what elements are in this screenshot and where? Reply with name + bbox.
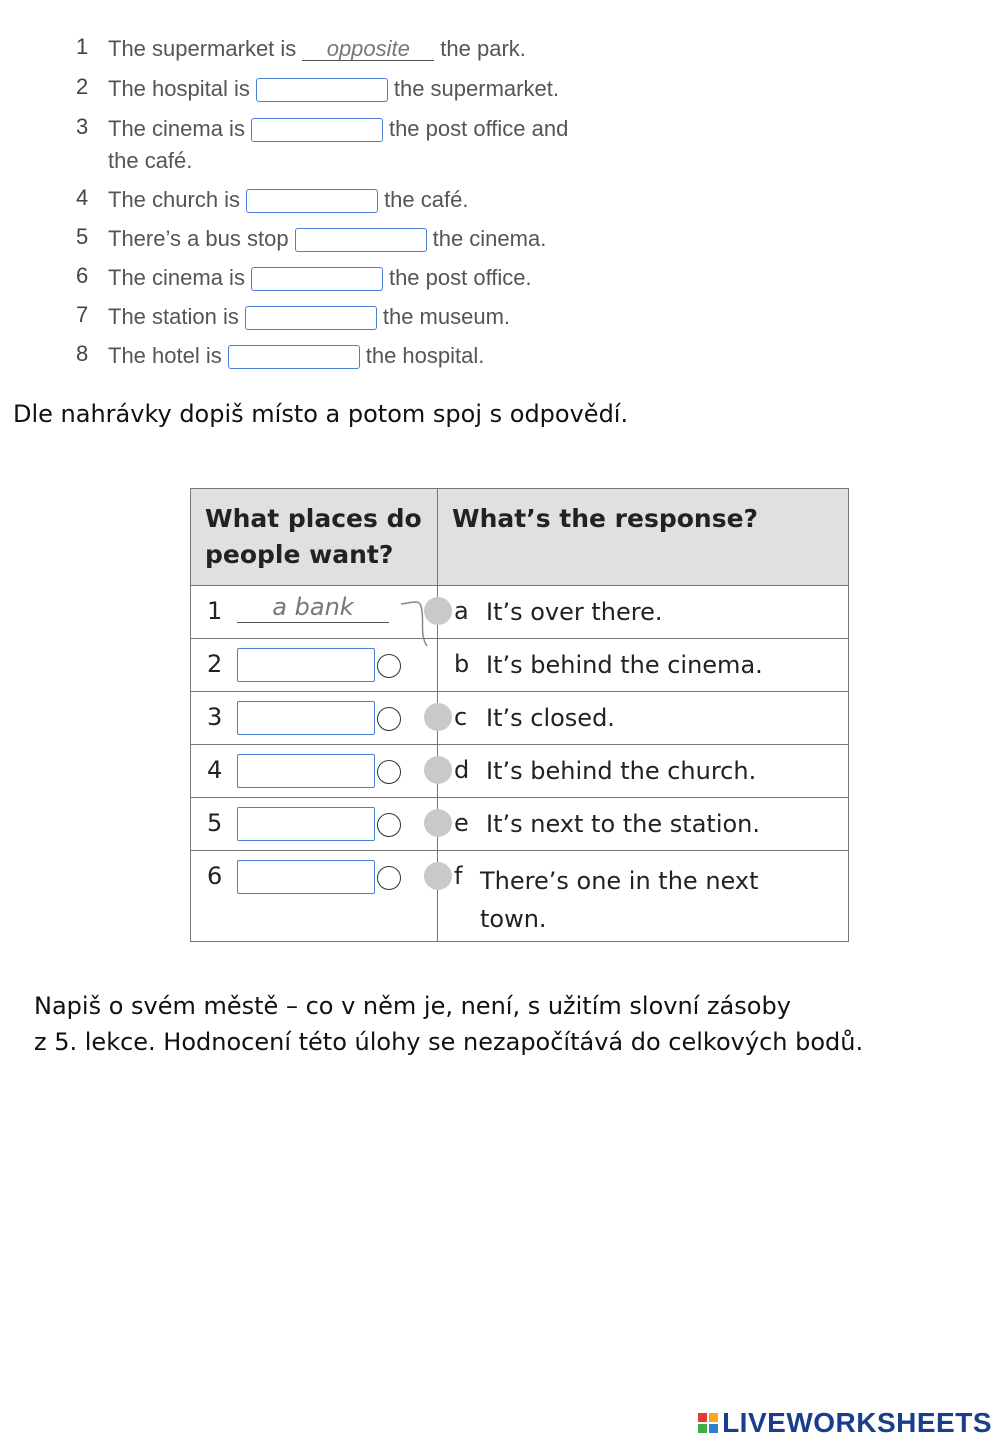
exercise-item — [108, 302, 510, 332]
table-row — [191, 639, 849, 692]
row-number: 5 — [207, 809, 223, 837]
logo-text: LIVEWORKSHEETS — [722, 1407, 992, 1438]
response-text: It’s over there. — [486, 598, 663, 626]
response-cell — [438, 639, 849, 692]
place-cell — [191, 586, 438, 639]
match-handle[interactable] — [377, 760, 401, 784]
item-text-after: the supermarket. — [393, 76, 559, 101]
instruction-writing-line2: z 5. lekce. Hodnocení této úlohy se nezapočítává do celkových bodů. — [34, 1028, 864, 1056]
item-number: 5 — [76, 224, 89, 249]
item-text-before: The hospital is — [108, 76, 250, 101]
exercise-item — [108, 224, 546, 254]
liveworksheets-logo — [698, 1407, 992, 1439]
answer-input[interactable] — [245, 306, 377, 330]
response-text: It’s next to the station. — [486, 810, 761, 838]
item-text-before: The church is — [108, 187, 241, 212]
table-row — [191, 798, 849, 851]
item-number: 8 — [76, 341, 89, 366]
item-text-after: the hospital. — [365, 343, 485, 368]
exercise-item — [108, 114, 568, 144]
response-letter: a — [454, 597, 469, 625]
row-number: 1 — [207, 597, 223, 625]
response-letter: e — [454, 809, 469, 837]
item-text-after: the museum. — [382, 304, 511, 329]
item-text-before: The hotel is — [108, 343, 222, 368]
item-text-after: the post office. — [388, 265, 532, 290]
match-dot[interactable] — [424, 809, 452, 837]
response-text-line1: There’s one in the next — [480, 867, 759, 895]
match-dot[interactable] — [424, 703, 452, 731]
place-input[interactable] — [237, 648, 375, 682]
response-cell — [438, 745, 849, 798]
response-text: It’s behind the cinema. — [486, 651, 763, 679]
response-text: It’s behind the church. — [486, 757, 757, 785]
response-cell — [438, 798, 849, 851]
instruction-writing-line1: Napiš o svém městě – co v něm je, není, s užitím slovní zásoby — [34, 992, 791, 1020]
place-input[interactable] — [237, 860, 375, 894]
item-text-after: the cinema. — [432, 226, 547, 251]
place-cell — [191, 851, 438, 942]
response-letter: d — [454, 756, 470, 784]
table-row — [191, 586, 849, 639]
item-text-before: The supermarket is — [108, 36, 297, 61]
place-cell — [191, 692, 438, 745]
match-handle[interactable] — [377, 654, 401, 678]
row-number: 4 — [207, 756, 223, 784]
response-letter: c — [454, 703, 468, 731]
answer-input[interactable] — [295, 228, 427, 252]
item-number: 6 — [76, 263, 89, 288]
item-number: 4 — [76, 185, 89, 210]
exercise-item — [108, 341, 484, 371]
table-row — [191, 692, 849, 745]
exercise-item — [108, 34, 526, 64]
item-text-before: There’s a bus stop — [108, 226, 289, 251]
response-text: It’s closed. — [486, 704, 615, 732]
response-letter: f — [454, 862, 463, 890]
response-text — [480, 862, 758, 938]
item-text-after: the post office and — [388, 116, 569, 141]
row-number: 2 — [207, 650, 223, 678]
match-dot[interactable] — [424, 756, 452, 784]
exercise-item — [108, 74, 559, 104]
item-text-after: the café. — [384, 187, 469, 212]
response-letter: b — [454, 650, 470, 678]
match-handle[interactable] — [377, 866, 401, 890]
matching-table — [190, 488, 849, 942]
instruction-writing — [34, 988, 863, 1060]
table-header-row — [191, 489, 849, 586]
instruction-listening: Dle nahrávky dopiš místo a potom spoj s odpovědí. — [13, 400, 629, 428]
place-cell — [191, 639, 438, 692]
place-cell — [191, 798, 438, 851]
exercise-item — [108, 263, 532, 293]
match-dot[interactable] — [424, 862, 452, 890]
place-input[interactable] — [237, 754, 375, 788]
header-response: What’s the response? — [438, 489, 849, 586]
item-number: 2 — [76, 74, 89, 99]
answer-input[interactable] — [251, 267, 383, 291]
place-cell — [191, 745, 438, 798]
row-number: 3 — [207, 703, 223, 731]
table-row — [191, 851, 849, 942]
answer-input[interactable] — [256, 78, 388, 102]
item-number: 7 — [76, 302, 89, 327]
answer-input[interactable] — [228, 345, 360, 369]
item-text-continued: the café. — [108, 148, 193, 173]
match-dot[interactable] — [424, 597, 452, 625]
header-places: What places do people want? — [191, 489, 438, 586]
match-handle[interactable] — [377, 707, 401, 731]
response-cell — [438, 586, 849, 639]
item-text-before: The station is — [108, 304, 239, 329]
place-input[interactable] — [237, 701, 375, 735]
example-answer: a bank — [237, 592, 389, 623]
row-number: 6 — [207, 862, 223, 890]
item-text-after: the park. — [440, 36, 526, 61]
logo-grid-icon — [698, 1413, 718, 1433]
response-cell — [438, 692, 849, 745]
item-number: 1 — [76, 34, 89, 59]
response-text-line2: town. — [480, 905, 547, 933]
table-row — [191, 745, 849, 798]
example-answer: opposite — [302, 38, 434, 61]
item-number: 3 — [76, 114, 89, 139]
response-cell — [438, 851, 849, 942]
answer-input[interactable] — [246, 189, 378, 213]
exercise-item — [108, 185, 468, 215]
place-input[interactable] — [237, 807, 375, 841]
answer-input[interactable] — [251, 118, 383, 142]
item-text-before: The cinema is — [108, 116, 245, 141]
item-text-before: The cinema is — [108, 265, 245, 290]
match-handle[interactable] — [377, 813, 401, 837]
